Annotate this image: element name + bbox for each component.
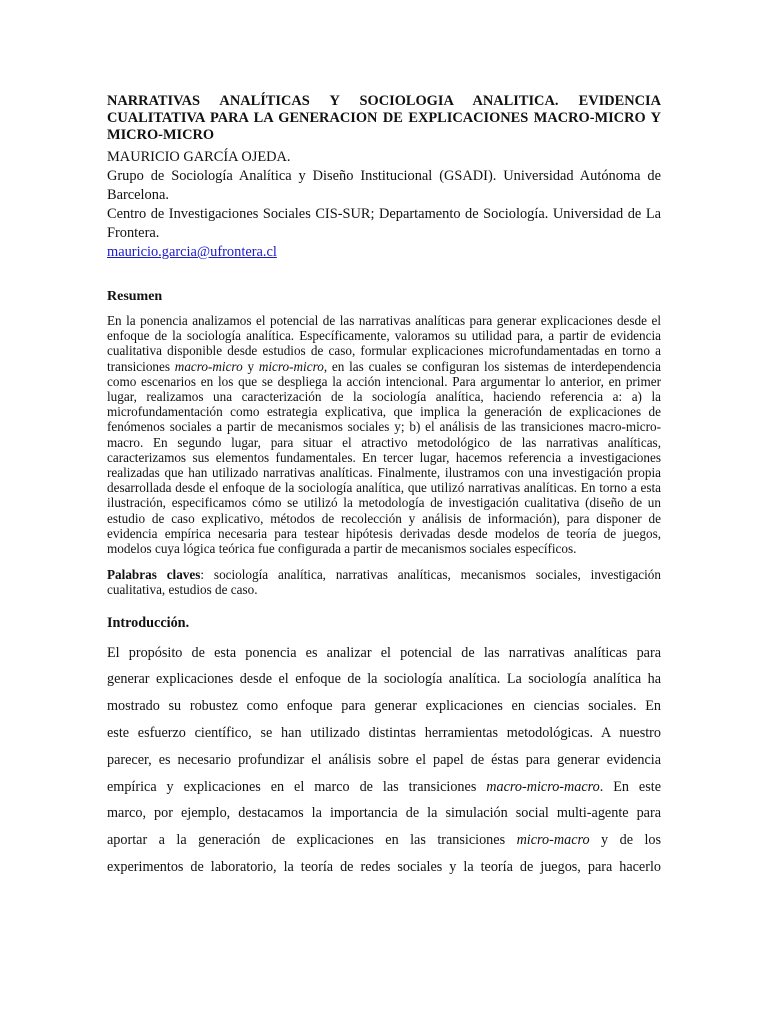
paper-title: NARRATIVAS ANALÍTICAS Y SOCIOLOGIA ANALITICA. EVIDENCIA CUALITATIVA PARA LA GENERACION DE EXPLICACIONES MACRO-MICRO Y MICRO-MICRO (107, 93, 661, 143)
intro-term-macro-micro-macro: macro-micro-macro (486, 778, 600, 795)
abstract-text (107, 313, 661, 556)
keywords-label: Palabras claves (107, 567, 201, 583)
author-email-link[interactable]: mauricio.garcia@ufrontera.cl (107, 244, 277, 260)
intro-line: este esfuerzo científico, se han utilizado distintas herramientas metodológicas. A nuestro (107, 725, 661, 742)
intro-line-8-b: y de los (589, 832, 662, 849)
intro-line (107, 827, 661, 854)
intro-line-8-a: aportar a la generación de explicaciones en las transiciones (107, 832, 517, 849)
intro-line: marco, por ejemplo, destacamos la importancia de la simulación social multi-agente para (107, 805, 661, 822)
abstract-term-macro-micro: macro-micro (174, 358, 243, 374)
keywords-text: : sociología analítica, narrativas analíticas, mecanismos sociales, investigación cualitativa, estudios de caso. (107, 567, 661, 598)
intro-term-micro-macro: micro-macro (516, 832, 590, 849)
intro-line-6-b: . En este (599, 778, 661, 795)
intro-line-6-a: empírica y explicaciones en el marco de las transiciones (107, 778, 487, 795)
abstract-part-1: En la ponencia analizamos el potencial de las narrativas analíticas para generar explicaciones desde el enfoque de la sociología analítica. Específicamente, valoramos su utilidad para, a partir de evidencia cualitativa disponible desde estudios de caso, formular explicaciones microfundamentadas en torno a transiciones (107, 313, 661, 374)
abstract-part-2: y (242, 358, 259, 374)
intro-line: parecer, es necesario profundizar el análisis sobre el papel de éstas para generar evidencia (107, 751, 661, 768)
intro-line: experimentos de laboratorio, la teoría de redes sociales y la teoría de juegos, para hacerlo (107, 859, 661, 876)
page-content (107, 93, 661, 881)
abstract-term-micro-micro: micro-micro (258, 358, 324, 374)
abstract-heading: Resumen (107, 289, 163, 304)
intro-line: mostrado su robustez como enfoque para generar explicaciones en ciencias sociales. En (107, 698, 661, 715)
introduction-heading: Introducción. (107, 614, 190, 631)
intro-line (107, 774, 661, 801)
intro-line: generar explicaciones desde el enfoque de la sociología analítica. La sociología analítica ha (107, 671, 661, 688)
affiliation-1: Grupo de Sociología Analítica y Diseño Institucional (GSADI). Universidad Autónoma de Barcelona. (107, 168, 661, 203)
keywords-paragraph (107, 567, 661, 597)
abstract-part-3: , en las cuales se configuran los sistemas de interdependencia como escenarios en los que se despliega la acción intencional. Para argumentar lo anterior, en primer lugar, realizamos una caracterización de la sociología analítica, haciendo referencia a: a) la microfundamentación como estrategia explicativa, que implica la generación de explicaciones de fenómenos sociales a partir de mecanismos sociales y; b) el análisis de las transiciones macro-micro-macro. En segundo lugar, para situar el atractivo metodológico de las narrativas analíticas, caracterizamos sus elementos fundamentales. En tercer lugar, hacemos referencia a investigaciones realizadas que han utilizado narrativas analíticas. Finalmente, ilustramos con una investigación propia desarrollada desde el enfoque de la sociología analítica, que utilizó narrativas analíticas. En torno a esta ilustración, especificamos cómo se utilizó la metodología de investigación cualitativa (diseño de un estudio de caso explicativo, métodos de recolección y análisis de información), para disponer de evidencia empírica necesaria para testear hipótesis derivadas desde modelos de teoría de juegos, modelos cuya lógica teórica fue configurada a partir de mecanismos sociales específicos. (107, 358, 662, 557)
intro-line: El propósito de esta ponencia es analizar el potencial de las narrativas analíticas para (107, 644, 661, 661)
author-name: MAURICIO GARCÍA OJEDA. (107, 149, 291, 165)
introduction-text (107, 640, 661, 881)
affiliation-2: Centro de Investigaciones Sociales CIS-SUR; Departamento de Sociología. Universidad de La Frontera. (107, 206, 661, 241)
